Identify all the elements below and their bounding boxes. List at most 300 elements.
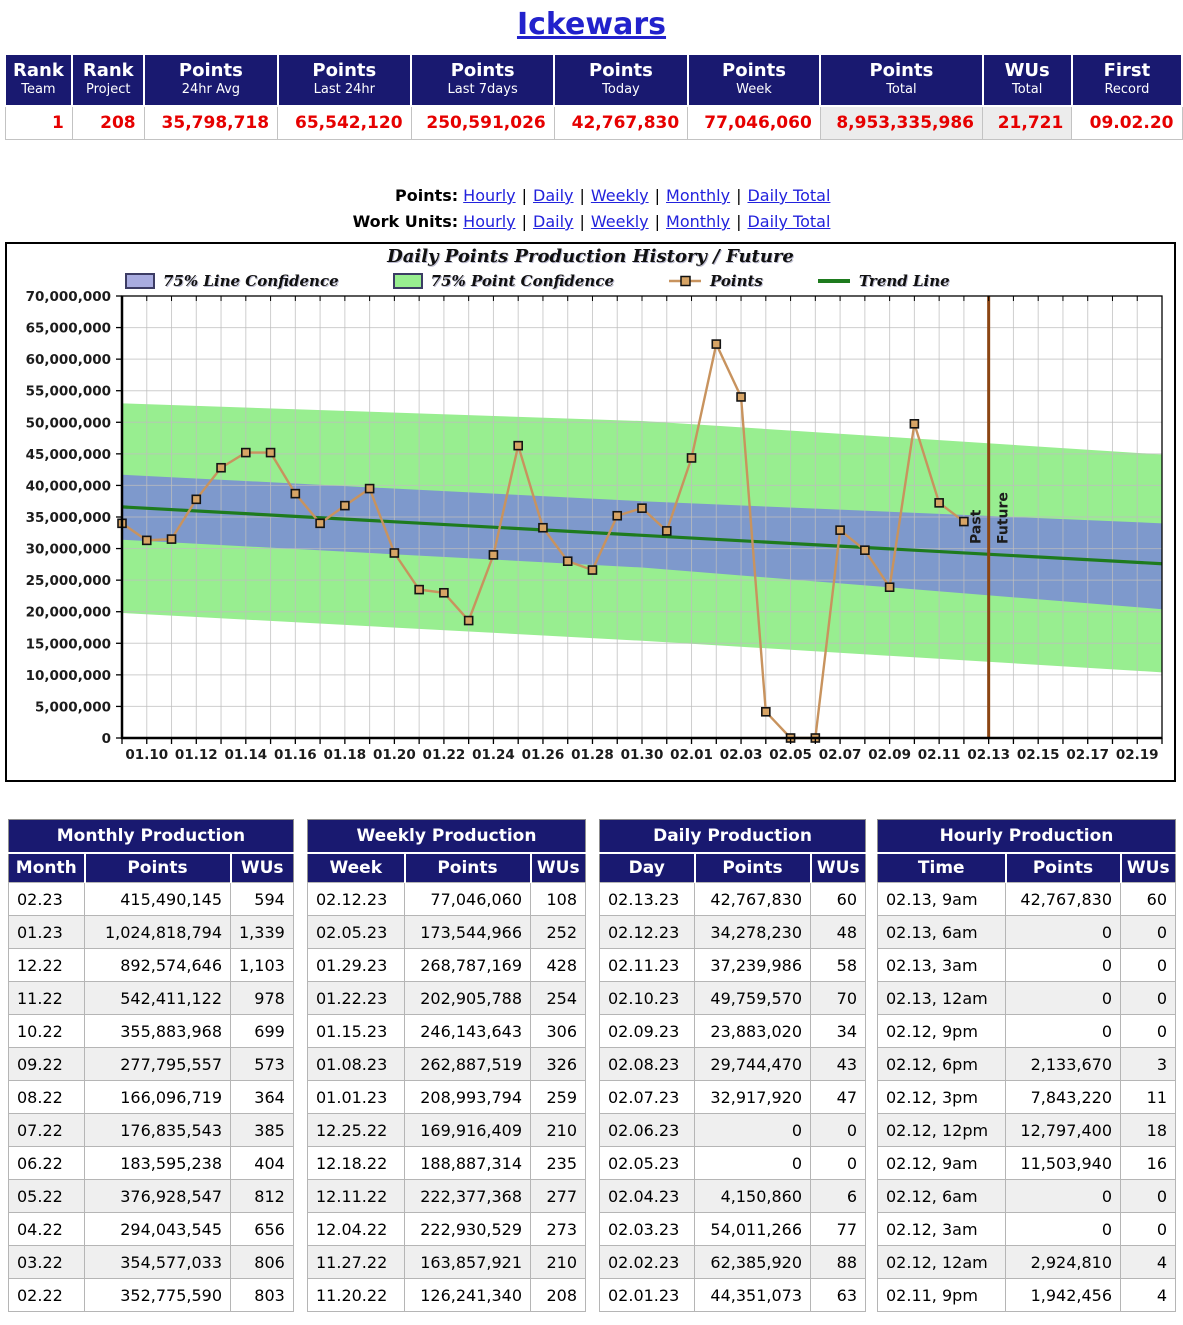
summary-value: 35,798,718: [144, 106, 277, 140]
data-point-marker: [341, 502, 349, 510]
table-cell: 10.22: [9, 1015, 85, 1048]
x-axis-label: 02.11: [917, 747, 961, 763]
summary-column-sublabel: Last 7days: [447, 82, 518, 97]
table-row: [878, 1015, 1176, 1048]
y-axis-label: 60,000,000: [25, 352, 111, 369]
x-axis-label: 02.05: [769, 747, 812, 763]
table-cell: 2,924,810: [1006, 1246, 1121, 1279]
table-row: [600, 916, 866, 949]
y-axis-label: 70,000,000: [25, 289, 111, 305]
summary-column-label: Points: [722, 60, 786, 81]
summary-column-sublabel: Total: [886, 82, 917, 97]
table-cell: 44,351,073: [695, 1279, 811, 1312]
data-point-marker: [712, 340, 720, 348]
table-cell: 08.22: [9, 1081, 85, 1114]
table-cell: 02.02.23: [600, 1246, 695, 1279]
table-row: [9, 1114, 294, 1147]
table-cell: 222,930,529: [405, 1213, 531, 1246]
summary-column-sublabel: Project: [86, 82, 131, 97]
summary-column-header: [144, 55, 277, 106]
data-point-marker: [489, 551, 497, 559]
summary-value-row: [6, 106, 1183, 140]
table-cell: 23,883,020: [695, 1015, 811, 1048]
summary-column-header: [6, 55, 73, 106]
table-title: Monthly Production: [9, 820, 294, 854]
table-cell: 02.12, 9am: [878, 1147, 1006, 1180]
table-cell: 978: [231, 982, 294, 1015]
table-row: [600, 1081, 866, 1114]
table-cell: 573: [231, 1048, 294, 1081]
table-cell: 07.22: [9, 1114, 85, 1147]
x-axis-label: 01.16: [273, 747, 317, 763]
table-cell: 3: [1121, 1048, 1176, 1081]
table-cell: 06.22: [9, 1147, 85, 1180]
table-cell: 58: [811, 949, 866, 982]
table-row: [308, 1213, 586, 1246]
table-cell: 1,339: [231, 916, 294, 949]
monthly-production-table: [8, 819, 294, 1312]
table-cell: 01.22.23: [308, 982, 405, 1015]
table-cell: 268,787,169: [405, 949, 531, 982]
table-cell: 02.13, 3am: [878, 949, 1006, 982]
table-cell: 235: [531, 1147, 586, 1180]
table-cell: 7,843,220: [1006, 1081, 1121, 1114]
data-point-marker: [316, 519, 324, 527]
table-cell: 48: [811, 916, 866, 949]
table-row: [308, 1114, 586, 1147]
table-row: [308, 1048, 586, 1081]
table-row: [600, 1279, 866, 1312]
data-point-marker: [886, 583, 894, 591]
table-cell: 0: [811, 1147, 866, 1180]
work-units-link-daily[interactable]: Daily: [533, 212, 574, 231]
x-axis-label: 01.20: [373, 747, 416, 763]
table-cell: 306: [531, 1015, 586, 1048]
table-cell: 02.05.23: [600, 1147, 695, 1180]
table-row: [600, 1147, 866, 1180]
table-row: [9, 1048, 294, 1081]
table-cell: 376,928,547: [85, 1180, 231, 1213]
table-row: [878, 1180, 1176, 1213]
table-cell: 1,103: [231, 949, 294, 982]
data-point-marker: [390, 549, 398, 557]
chart-plot-area: [7, 244, 1174, 780]
table-cell: 176,835,543: [85, 1114, 231, 1147]
nav-separator: |: [736, 212, 742, 231]
table-cell: 11: [1121, 1081, 1176, 1114]
y-axis-label: 45,000,000: [25, 446, 111, 463]
table-cell: 294,043,545: [85, 1213, 231, 1246]
x-axis-label: 02.15: [1016, 747, 1060, 763]
work-units-link-weekly[interactable]: Weekly: [590, 212, 649, 231]
summary-column-header: [1072, 55, 1182, 106]
table-cell: 252: [531, 916, 586, 949]
table-cell: 0: [1121, 1015, 1176, 1048]
summary-value: 21,721: [983, 106, 1072, 140]
x-axis-label: 02.17: [1066, 747, 1110, 763]
table-cell: 03.22: [9, 1246, 85, 1279]
table-cell: 02.03.23: [600, 1213, 695, 1246]
legend-item: [125, 272, 339, 290]
table-row: [9, 1081, 294, 1114]
table-cell: 0: [1006, 1015, 1121, 1048]
table-row: [878, 1048, 1176, 1081]
nav-separator: |: [579, 212, 585, 231]
table-row: [600, 1015, 866, 1048]
table-title: Daily Production: [600, 820, 866, 854]
table-row: [600, 949, 866, 982]
table-cell: 0: [695, 1147, 811, 1180]
table-row: [878, 1114, 1176, 1147]
table-cell: 892,574,646: [85, 949, 231, 982]
y-axis-label: 25,000,000: [25, 573, 111, 590]
table-cell: 02.07.23: [600, 1081, 695, 1114]
data-point-marker: [910, 420, 918, 428]
x-axis-labels: [125, 747, 1158, 763]
table-cell: 208: [531, 1279, 586, 1312]
table-cell: 222,377,368: [405, 1180, 531, 1213]
data-point-marker: [638, 504, 646, 512]
table-cell: 02.09.23: [600, 1015, 695, 1048]
summary-column-sublabel: Today: [602, 82, 640, 97]
y-axis-label: 40,000,000: [25, 478, 111, 495]
x-axis-label: 01.10: [125, 747, 169, 763]
summary-column-label: First: [1103, 60, 1151, 81]
summary-value: 1: [6, 106, 73, 140]
legend-label: Trend Line: [858, 272, 950, 290]
data-point-marker: [217, 464, 225, 472]
future-label: Future: [995, 492, 1012, 544]
column-header: WUs: [1121, 853, 1176, 883]
table-cell: 01.29.23: [308, 949, 405, 982]
points-link-hourly[interactable]: Hourly: [463, 186, 516, 205]
table-cell: 02.12.23: [308, 883, 405, 916]
table-row: [878, 982, 1176, 1015]
table-cell: 0: [1006, 1180, 1121, 1213]
column-header: WUs: [811, 853, 866, 883]
table-cell: 0: [1121, 982, 1176, 1015]
data-point-marker: [291, 490, 299, 498]
table-cell: 54,011,266: [695, 1213, 811, 1246]
table-cell: 12.18.22: [308, 1147, 405, 1180]
y-axis-label: 35,000,000: [25, 510, 111, 526]
table-cell: 0: [1006, 949, 1121, 982]
summary-column-label: Rank: [13, 60, 64, 81]
x-axis-label: 02.07: [818, 747, 862, 763]
summary-column-label: Points: [312, 60, 377, 81]
table-cell: 02.05.23: [308, 916, 405, 949]
table-row: [308, 1279, 586, 1312]
legend-swatch-line: [817, 274, 851, 288]
points-link-daily[interactable]: Daily: [533, 186, 574, 205]
summary-value: 65,542,120: [278, 106, 411, 140]
summary-column-header: [820, 55, 982, 106]
table-cell: 02.06.23: [600, 1114, 695, 1147]
table-row: [9, 1180, 294, 1213]
table-cell: 43: [811, 1048, 866, 1081]
table-cell: 699: [231, 1015, 294, 1048]
table-title: Weekly Production: [308, 820, 586, 854]
table-cell: 1,942,456: [1006, 1279, 1121, 1312]
table-cell: 277: [531, 1180, 586, 1213]
data-point-marker: [564, 557, 572, 565]
y-axis-label: 5,000,000: [34, 699, 111, 716]
table-cell: 02.13, 12am: [878, 982, 1006, 1015]
data-point-marker: [960, 518, 968, 526]
table-cell: 415,490,145: [85, 883, 231, 916]
table-cell: 6: [811, 1180, 866, 1213]
table-row: [308, 1246, 586, 1279]
x-axis-label: 01.24: [472, 747, 515, 763]
data-point-marker: [663, 527, 671, 535]
table-cell: 108: [531, 883, 586, 916]
summary-column-label: Points: [869, 60, 934, 81]
data-point-marker: [762, 708, 770, 716]
table-cell: 326: [531, 1048, 586, 1081]
column-header: Points: [695, 853, 811, 883]
table-cell: 02.12, 6pm: [878, 1048, 1006, 1081]
column-header: Time: [878, 853, 1006, 883]
table-row: [600, 883, 866, 916]
table-cell: 34,278,230: [695, 916, 811, 949]
table-row: [9, 949, 294, 982]
table-cell: 18: [1121, 1114, 1176, 1147]
table-cell: 02.01.23: [600, 1279, 695, 1312]
table-cell: 812: [231, 1180, 294, 1213]
table-cell: 188,887,314: [405, 1147, 531, 1180]
table-row: [9, 1213, 294, 1246]
table-cell: 169,916,409: [405, 1114, 531, 1147]
data-point-marker: [737, 393, 745, 401]
summary-column-sublabel: Week: [736, 82, 772, 97]
table-cell: 32,917,920: [695, 1081, 811, 1114]
summary-column-sublabel: Record: [1104, 82, 1150, 97]
team-name-link[interactable]: Ickewars: [516, 7, 667, 42]
table-row: [9, 1279, 294, 1312]
table-cell: 11.22: [9, 982, 85, 1015]
table-cell: 02.08.23: [600, 1048, 695, 1081]
page-title: [0, 4, 1183, 42]
data-point-marker: [415, 586, 423, 594]
chart-legend: [125, 272, 950, 290]
x-axis-label: 01.14: [224, 747, 268, 763]
y-axis-label: 10,000,000: [25, 667, 111, 684]
table-cell: 29,744,470: [695, 1048, 811, 1081]
table-cell: 12.11.22: [308, 1180, 405, 1213]
summary-column-label: WUs: [1004, 60, 1050, 81]
table-cell: 02.12, 9pm: [878, 1015, 1006, 1048]
table-cell: 12.25.22: [308, 1114, 405, 1147]
legend-item: [817, 272, 950, 290]
legend-swatch-box: [125, 273, 155, 289]
legend-swatch-line: [668, 274, 702, 288]
legend-item: [393, 272, 614, 290]
summary-value: 8,953,335,986: [820, 106, 982, 140]
x-axis-label: 01.26: [521, 747, 565, 763]
table-cell: 126,241,340: [405, 1279, 531, 1312]
table-cell: 60: [811, 883, 866, 916]
points-nav-label: Points:: [395, 186, 459, 205]
table-cell: 01.15.23: [308, 1015, 405, 1048]
column-header: Day: [600, 853, 695, 883]
table-cell: 02.13, 6am: [878, 916, 1006, 949]
summary-table: [5, 55, 1183, 140]
column-header: WUs: [531, 853, 586, 883]
table-row: [308, 883, 586, 916]
data-point-marker: [935, 499, 943, 507]
legend-swatch-box: [393, 273, 423, 289]
table-row: [308, 916, 586, 949]
table-cell: 37,239,986: [695, 949, 811, 982]
table-cell: 02.04.23: [600, 1180, 695, 1213]
points-link-daily-total[interactable]: Daily Total: [747, 186, 831, 205]
table-cell: 166,096,719: [85, 1081, 231, 1114]
table-row: [878, 949, 1176, 982]
summary-value: 09.02.20: [1072, 106, 1182, 140]
table-cell: 02.12, 12am: [878, 1246, 1006, 1279]
data-point-marker: [168, 535, 176, 543]
column-header: Points: [85, 853, 231, 883]
table-cell: 60: [1121, 883, 1176, 916]
table-cell: 02.11.23: [600, 949, 695, 982]
table-cell: 0: [1121, 1213, 1176, 1246]
table-row: [308, 949, 586, 982]
daily-points-chart: [5, 242, 1176, 782]
table-row: [9, 1015, 294, 1048]
table-cell: 0: [1006, 916, 1121, 949]
table-cell: 02.12, 3pm: [878, 1081, 1006, 1114]
table-cell: 12,797,400: [1006, 1114, 1121, 1147]
work-units-link-daily-total[interactable]: Daily Total: [747, 212, 831, 231]
column-header: Week: [308, 853, 405, 883]
nav-separator: |: [736, 186, 742, 205]
x-axis-label: 02.09: [868, 747, 911, 763]
summary-value: 77,046,060: [688, 106, 821, 140]
data-point-marker: [613, 512, 621, 520]
table-cell: 803: [231, 1279, 294, 1312]
table-row: [9, 1147, 294, 1180]
table-row: [600, 1180, 866, 1213]
table-cell: 364: [231, 1081, 294, 1114]
table-row: [600, 1048, 866, 1081]
table-cell: 163,857,921: [405, 1246, 531, 1279]
table-cell: 11,503,940: [1006, 1147, 1121, 1180]
y-axis-labels: [26, 289, 111, 747]
work-units-link-monthly[interactable]: Monthly: [666, 212, 731, 231]
summary-column-header: [72, 55, 144, 106]
legend-label: Points: [710, 272, 763, 290]
nav-separator: |: [521, 186, 528, 205]
weekly-production-table: [307, 819, 586, 1312]
points-link-monthly[interactable]: Monthly: [666, 186, 731, 205]
data-point-marker: [440, 589, 448, 597]
data-point-marker: [242, 449, 250, 457]
table-cell: 0: [1121, 949, 1176, 982]
x-axis-label: 02.19: [1115, 747, 1159, 763]
table-cell: 01.23: [9, 916, 85, 949]
table-cell: 277,795,557: [85, 1048, 231, 1081]
summary-column-header: [554, 55, 687, 106]
table-row: [308, 1147, 586, 1180]
data-point-marker: [465, 617, 473, 625]
table-cell: 47: [811, 1081, 866, 1114]
table-row: [878, 1081, 1176, 1114]
table-cell: 2,133,670: [1006, 1048, 1121, 1081]
table-cell: 01.01.23: [308, 1081, 405, 1114]
work-units-nav-links: [463, 209, 830, 235]
table-cell: 173,544,966: [405, 916, 531, 949]
table-cell: 404: [231, 1147, 294, 1180]
x-axis-label: 01.18: [323, 747, 367, 763]
nav-separator: |: [579, 186, 585, 205]
table-cell: 210: [531, 1246, 586, 1279]
table-cell: 49,759,570: [695, 982, 811, 1015]
summary-column-header: [688, 55, 821, 106]
data-point-marker: [267, 449, 275, 457]
work-units-link-hourly[interactable]: Hourly: [463, 212, 516, 231]
table-cell: 183,595,238: [85, 1147, 231, 1180]
table-row: [600, 1246, 866, 1279]
nav-separator: |: [654, 186, 661, 205]
table-cell: 11.20.22: [308, 1279, 405, 1312]
table-cell: 01.08.23: [308, 1048, 405, 1081]
past-label: Past: [968, 509, 985, 544]
y-axis-label: 65,000,000: [25, 320, 111, 337]
table-cell: 62,385,920: [695, 1246, 811, 1279]
table-row: [600, 1213, 866, 1246]
table-cell: 88: [811, 1246, 866, 1279]
table-cell: 202,905,788: [405, 982, 531, 1015]
table-cell: 262,887,519: [405, 1048, 531, 1081]
table-row: [878, 916, 1176, 949]
y-axis-label: 0: [101, 731, 111, 747]
table-row: [878, 1279, 1176, 1312]
summary-column-sublabel: 24hr Avg: [181, 82, 241, 97]
data-point-marker: [861, 546, 869, 554]
column-header: Points: [405, 853, 531, 883]
table-cell: 806: [231, 1246, 294, 1279]
table-cell: 1,024,818,794: [85, 916, 231, 949]
table-cell: 02.12, 3am: [878, 1213, 1006, 1246]
x-axis-label: 01.30: [620, 747, 664, 763]
table-cell: 273: [531, 1213, 586, 1246]
y-axis-label: 55,000,000: [25, 383, 111, 400]
data-point-marker: [192, 495, 200, 503]
table-cell: 70: [811, 982, 866, 1015]
table-title: Hourly Production: [878, 820, 1176, 854]
table-cell: 210: [531, 1114, 586, 1147]
table-cell: 02.13.23: [600, 883, 695, 916]
y-axis-label: 20,000,000: [25, 604, 111, 621]
table-cell: 02.23: [9, 883, 85, 916]
table-row: [878, 1213, 1176, 1246]
table-cell: 352,775,590: [85, 1279, 231, 1312]
table-cell: 0: [1006, 982, 1121, 1015]
x-axis-label: 01.28: [571, 747, 614, 763]
stats-nav: [353, 183, 831, 235]
table-cell: 12.04.22: [308, 1213, 405, 1246]
table-cell: 05.22: [9, 1180, 85, 1213]
table-cell: 11.27.22: [308, 1246, 405, 1279]
table-cell: 02.12, 12pm: [878, 1114, 1006, 1147]
summary-column-header: [983, 55, 1072, 106]
table-cell: 63: [811, 1279, 866, 1312]
summary-column-header: [411, 55, 554, 106]
hourly-production-table: [877, 819, 1176, 1312]
table-cell: 42,767,830: [695, 883, 811, 916]
points-link-weekly[interactable]: Weekly: [590, 186, 649, 205]
table-cell: 77,046,060: [405, 883, 531, 916]
